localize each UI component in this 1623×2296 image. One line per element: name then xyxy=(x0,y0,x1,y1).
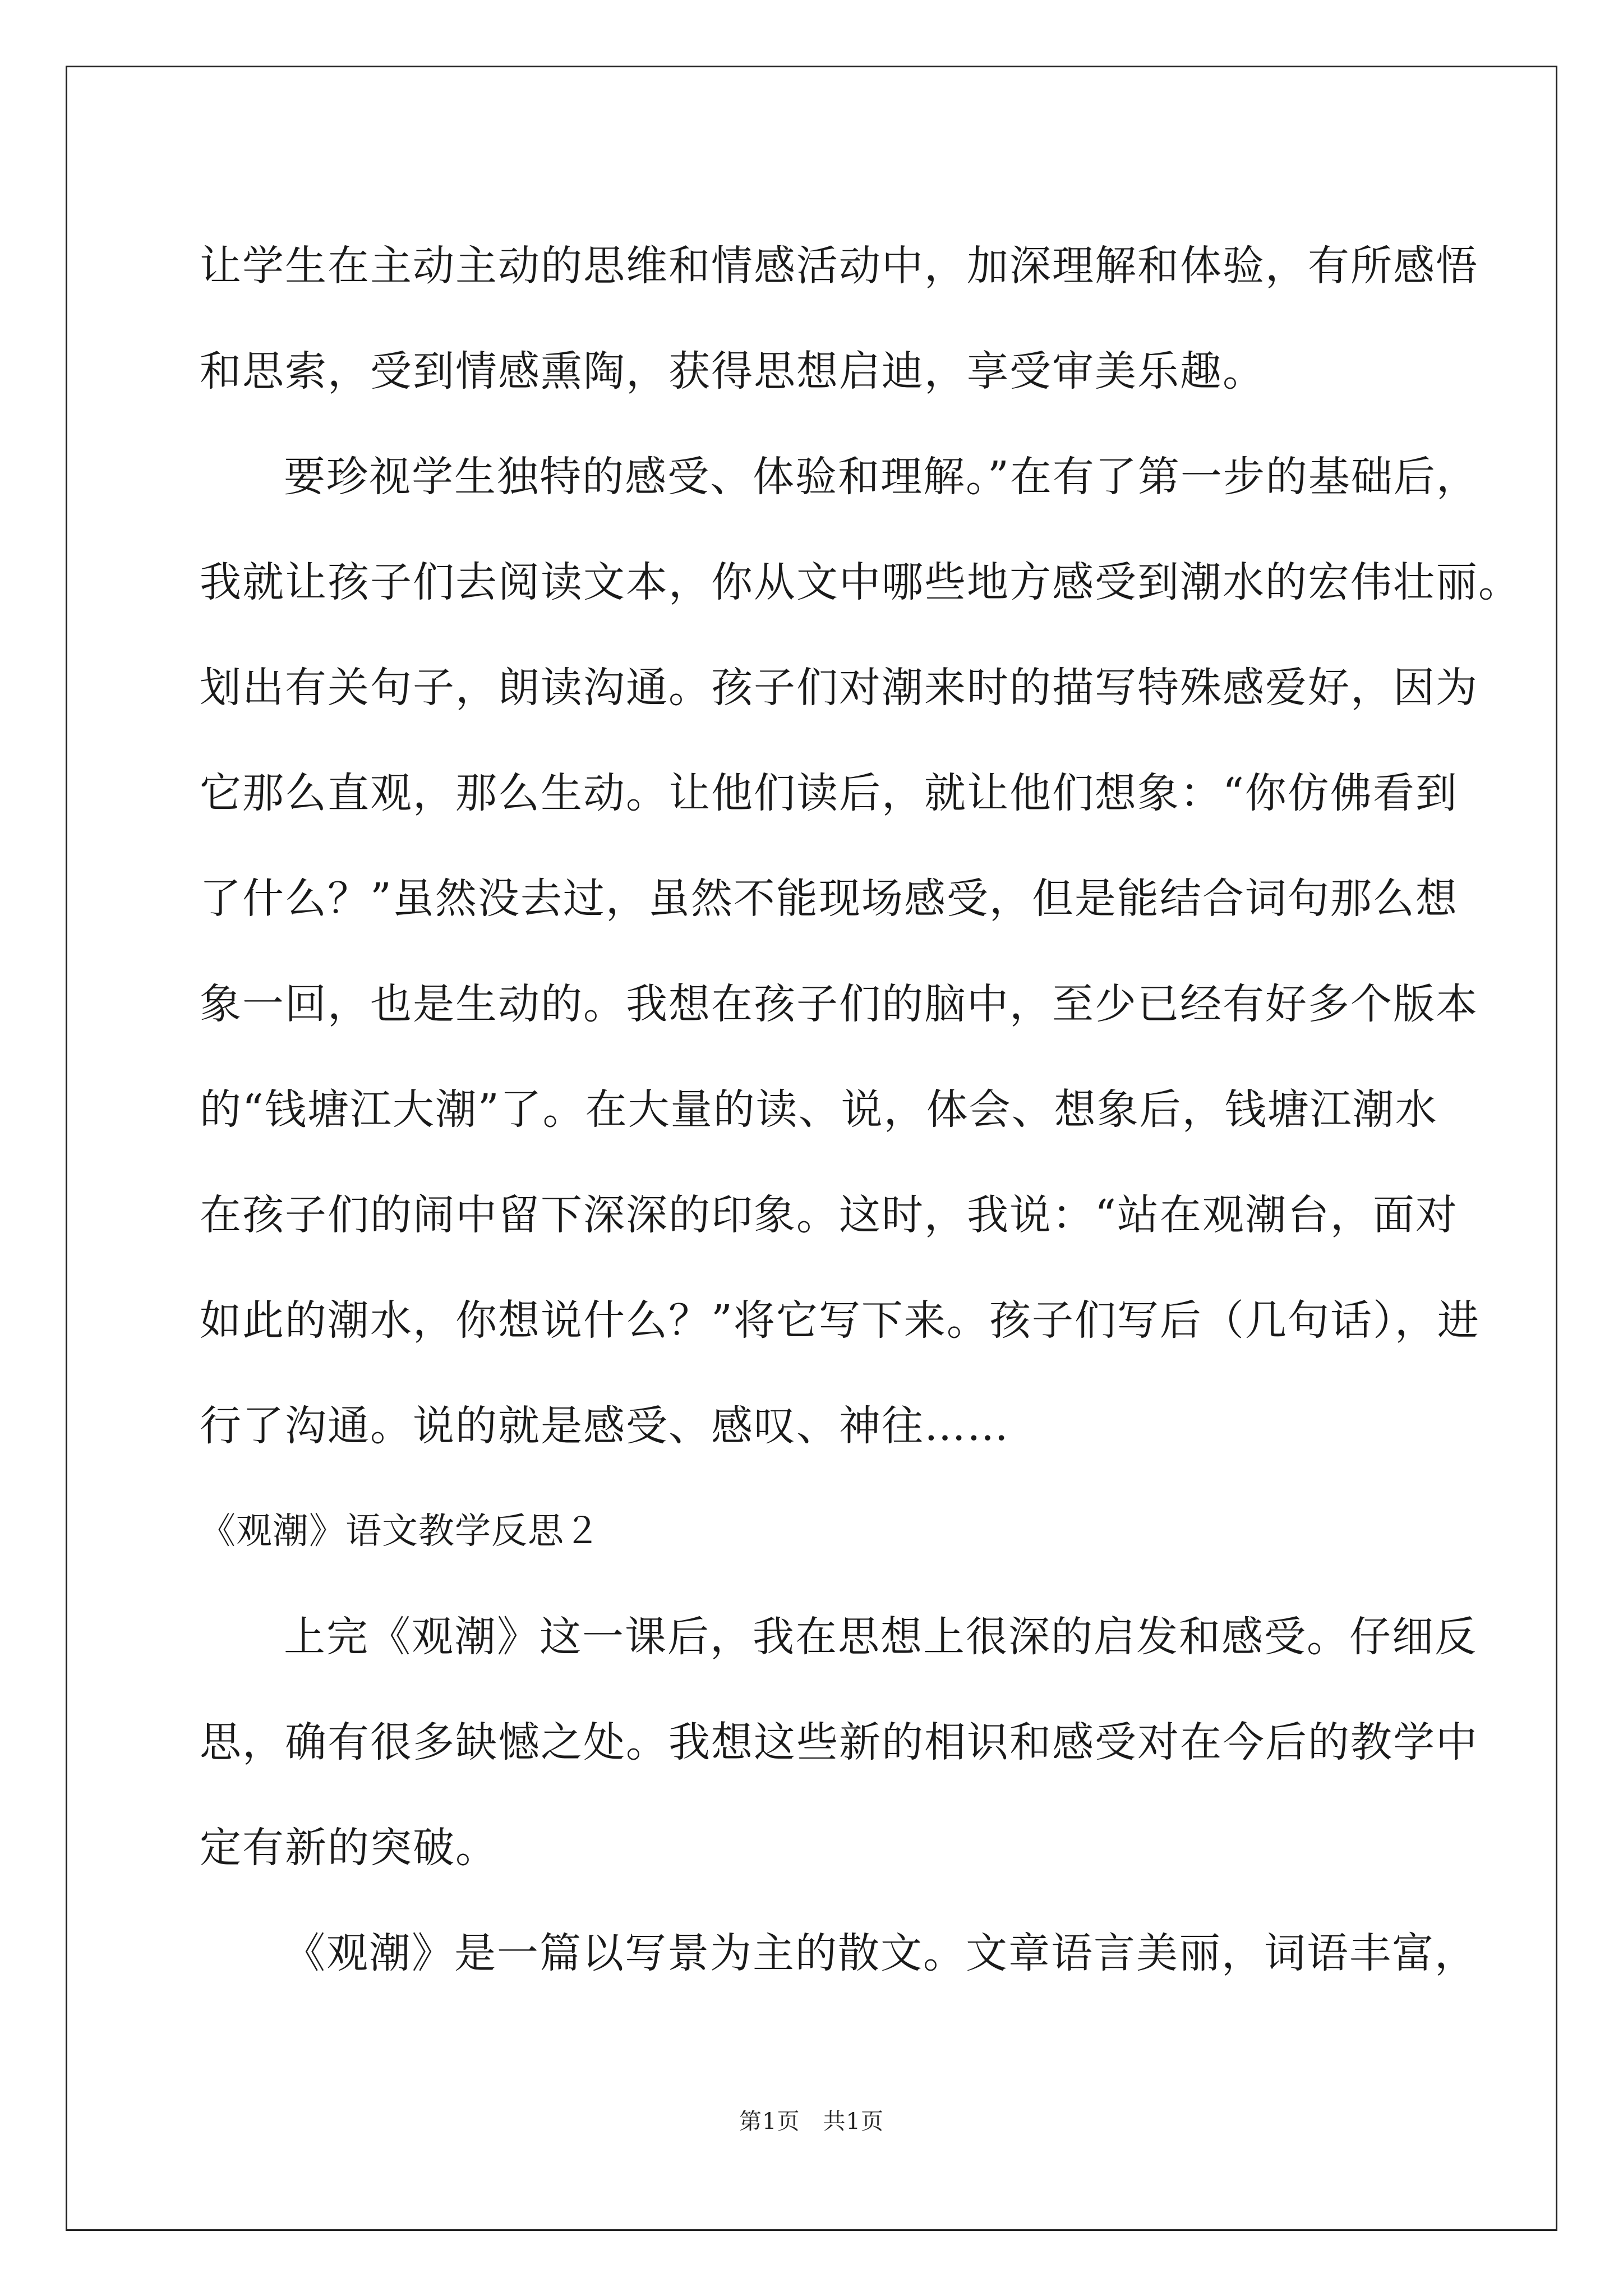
text-line: 象一回，也是生动的。我想在孩子们的脑中，至少已经有好多个版本 xyxy=(200,980,1478,1028)
page-footer: 第1页 共1页 xyxy=(739,2109,884,2134)
text-line: 我就让孩子们去阅读文本，你从文中哪些地方感受到潮水的宏伟壮丽。 xyxy=(200,558,1521,606)
text-line: 它那么直观，那么生动。让他们读后，就让他们想象：“你仿佛看到 xyxy=(200,769,1458,817)
text-line: 在孩子们的闹中留下深深的印象。这时，我说：“站在观潮台，面对 xyxy=(200,1191,1458,1239)
text-line: 上完《观潮》这一课后，我在思想上很深的启发和感受。仔细反 xyxy=(284,1613,1477,1661)
text-line: 的“钱塘江大潮”了。在大量的读、说，体会、想象后，钱塘江潮水 xyxy=(200,1085,1438,1134)
text-line: 《观潮》是一篇以写景为主的散文。文章语言美丽，词语丰富， xyxy=(284,1929,1477,1977)
paragraph-1 xyxy=(200,213,1478,424)
paragraph-4 xyxy=(200,1901,1477,2006)
document-body xyxy=(200,213,1521,2006)
paragraph-2 xyxy=(200,424,1521,1479)
text-line: 思，确有很多缺憾之处。我想这些新的相识和感受对在今后的教学中 xyxy=(200,1718,1478,1766)
paragraph-3 xyxy=(200,1584,1478,1901)
text-line: 行了沟通。说的就是感受、感叹、神往…… xyxy=(200,1402,1009,1450)
text-line: 要珍视学生独特的感受、体验和理解。”在有了第一步的基础后， xyxy=(284,453,1479,501)
text-line: 划出有关句子，朗读沟通。孩子们对潮来时的描写特殊感爱好，因为 xyxy=(200,664,1478,712)
text-line: 定有新的突破。 xyxy=(200,1824,498,1872)
text-line: 让学生在主动主动的思维和情感活动中，加深理解和体验，有所感悟 xyxy=(200,242,1478,290)
section-heading: 《观潮》语文教学反思２ xyxy=(200,1511,601,1552)
text-line: 了什么？”虽然没去过，虽然不能现场感受，但是能结合词句那么想 xyxy=(200,875,1458,923)
text-line: 和思索，受到情感熏陶，获得思想启迪，享受审美乐趣。 xyxy=(200,347,1265,395)
text-line: 如此的潮水，你想说什么？”将它写下来。孩子们写后（几句话），进 xyxy=(200,1296,1480,1345)
